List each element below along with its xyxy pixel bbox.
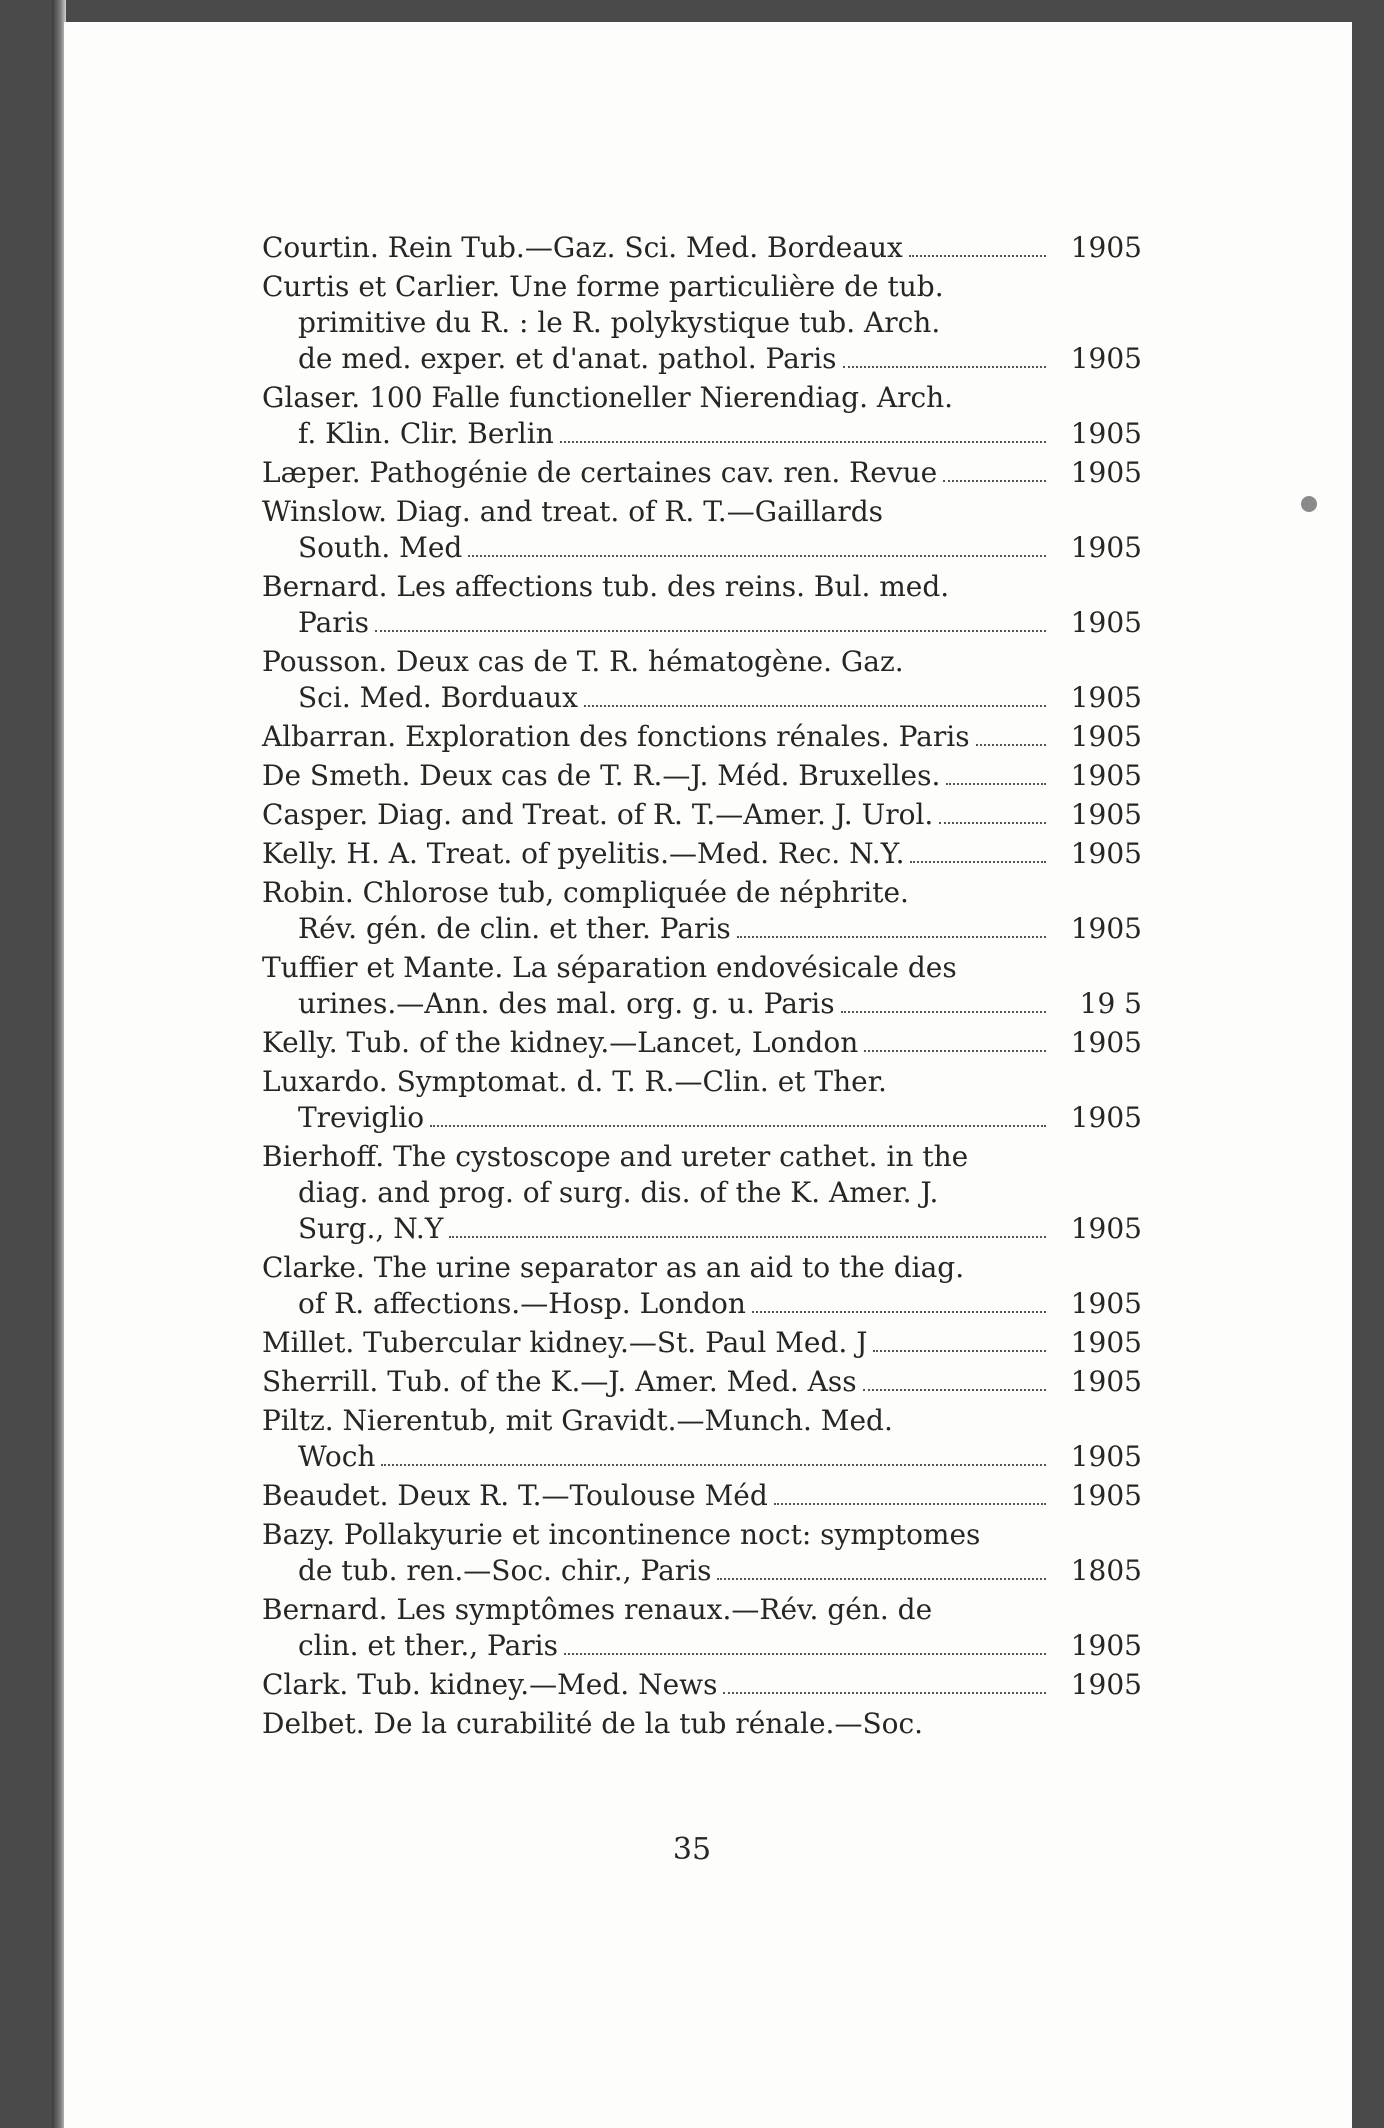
entry-line bbox=[262, 305, 1142, 341]
bibliography-entry bbox=[262, 836, 1142, 872]
entry-line bbox=[262, 380, 1142, 416]
bibliography-entry bbox=[262, 1364, 1142, 1400]
bibliography-entry bbox=[262, 230, 1142, 266]
entry-text: Woch bbox=[298, 1440, 376, 1473]
entry-text: Kelly. H. A. Treat. of pyelitis.—Med. Rec. N.Y. bbox=[262, 837, 905, 870]
entry-text: Sci. Med. Borduaux bbox=[298, 681, 578, 714]
entry-year: 1905 bbox=[1070, 231, 1142, 264]
entry-text: Sherrill. Tub. of the K.—J. Amer. Med. Ass bbox=[262, 1365, 857, 1398]
entry-line bbox=[262, 797, 1142, 833]
entry-line bbox=[262, 680, 1142, 716]
entry-line bbox=[262, 1667, 1142, 1703]
entry-line bbox=[262, 719, 1142, 755]
entry-year: 1905 bbox=[1070, 759, 1142, 792]
entry-year: 1905 bbox=[1070, 1365, 1142, 1398]
entry-line bbox=[262, 605, 1142, 641]
entry-line bbox=[262, 644, 1142, 680]
dot-leader bbox=[737, 936, 1046, 938]
dot-leader bbox=[752, 1311, 1046, 1313]
entry-text: Curtis et Carlier. Une forme particulière de tub. bbox=[262, 270, 944, 303]
entry-text: de tub. ren.—Soc. chir., Paris bbox=[298, 1554, 712, 1587]
entry-line bbox=[262, 1628, 1142, 1664]
entry-line bbox=[262, 494, 1142, 530]
entry-line bbox=[262, 950, 1142, 986]
entry-text: Surg., N.Y bbox=[298, 1212, 444, 1245]
entry-line bbox=[262, 1100, 1142, 1136]
dot-leader bbox=[909, 255, 1046, 257]
bibliography-entry bbox=[262, 719, 1142, 755]
entry-line bbox=[262, 455, 1142, 491]
entry-text: Beaudet. Deux R. T.—Toulouse Méd bbox=[262, 1479, 768, 1512]
entry-year: 1905 bbox=[1070, 456, 1142, 489]
bibliography-entry bbox=[262, 1325, 1142, 1361]
entry-year: 1905 bbox=[1070, 1629, 1142, 1662]
dot-leader bbox=[843, 366, 1046, 368]
dot-leader bbox=[939, 822, 1046, 824]
dot-leader bbox=[873, 1350, 1046, 1352]
entry-text: Pousson. Deux cas de T. R. hématogène. Gaz. bbox=[262, 645, 904, 678]
entry-text: Bierhoff. The cystoscope and ureter cathet. in the bbox=[262, 1140, 969, 1173]
bibliography-entry bbox=[262, 1706, 1142, 1742]
entry-year: 1905 bbox=[1070, 1287, 1142, 1320]
dot-leader bbox=[774, 1503, 1046, 1505]
entry-text: Bernard. Les affections tub. des reins. Bul. med. bbox=[262, 570, 950, 603]
bibliography-entry bbox=[262, 1592, 1142, 1664]
entry-line bbox=[262, 1706, 1142, 1742]
entry-year: 1905 bbox=[1070, 1479, 1142, 1512]
entry-text: of R. affections.—Hosp. London bbox=[298, 1287, 746, 1320]
entry-line bbox=[262, 1025, 1142, 1061]
entry-year: 1905 bbox=[1070, 1026, 1142, 1059]
entry-line bbox=[262, 758, 1142, 794]
bibliography-entry bbox=[262, 1517, 1142, 1589]
entry-year: 1905 bbox=[1070, 1440, 1142, 1473]
entry-year: 1905 bbox=[1070, 681, 1142, 714]
entry-year: 1905 bbox=[1070, 1326, 1142, 1359]
dot-leader bbox=[449, 1236, 1046, 1238]
dot-leader bbox=[560, 441, 1046, 443]
entry-text: urines.—Ann. des mal. org. g. u. Paris bbox=[298, 987, 835, 1020]
bibliography-list bbox=[262, 230, 1142, 1745]
entry-text: Albarran. Exploration des fonctions rénales. Paris bbox=[262, 720, 970, 753]
entry-line bbox=[262, 1286, 1142, 1322]
entry-line bbox=[262, 875, 1142, 911]
entry-line bbox=[262, 1403, 1142, 1439]
entry-line bbox=[262, 1250, 1142, 1286]
entry-line bbox=[262, 569, 1142, 605]
entry-line bbox=[262, 911, 1142, 947]
bibliography-entry bbox=[262, 1064, 1142, 1136]
entry-line bbox=[262, 1139, 1142, 1175]
entry-year: 1905 bbox=[1070, 417, 1142, 450]
dot-leader bbox=[863, 1389, 1046, 1391]
entry-year: 1905 bbox=[1070, 798, 1142, 831]
entry-year: 19 5 bbox=[1079, 987, 1142, 1020]
entry-line bbox=[262, 986, 1142, 1022]
entry-year: 1905 bbox=[1070, 720, 1142, 753]
bibliography-entry bbox=[262, 494, 1142, 566]
entry-year: 1805 bbox=[1070, 1554, 1142, 1587]
dot-leader bbox=[946, 783, 1046, 785]
entry-line bbox=[262, 1211, 1142, 1247]
entry-year: 1905 bbox=[1070, 531, 1142, 564]
entry-line bbox=[262, 530, 1142, 566]
entry-year: 1905 bbox=[1070, 912, 1142, 945]
entry-text: Millet. Tubercular kidney.—St. Paul Med. J bbox=[262, 1326, 868, 1359]
entry-year: 1905 bbox=[1070, 837, 1142, 870]
entry-text: de med. exper. et d'anat. pathol. Paris bbox=[298, 342, 837, 375]
entry-line bbox=[262, 230, 1142, 266]
dot-leader bbox=[910, 861, 1046, 863]
entry-text: South. Med bbox=[298, 531, 463, 564]
entry-line bbox=[262, 1439, 1142, 1475]
page-number: 35 bbox=[672, 1832, 712, 1867]
entry-text: Glaser. 100 Falle functioneller Nierendiag. Arch. bbox=[262, 381, 954, 414]
entry-text: Clark. Tub. kidney.—Med. News bbox=[262, 1668, 718, 1701]
bibliography-entry bbox=[262, 1403, 1142, 1475]
bibliography-entry bbox=[262, 1667, 1142, 1703]
entry-text: Treviglio bbox=[298, 1101, 425, 1134]
bibliography-entry bbox=[262, 644, 1142, 716]
entry-text: Clarke. The urine separator as an aid to the diag. bbox=[262, 1251, 965, 1284]
entry-year: 1905 bbox=[1070, 342, 1142, 375]
bibliography-entry bbox=[262, 758, 1142, 794]
entry-text: Paris bbox=[298, 606, 369, 639]
bibliography-entry bbox=[262, 1250, 1142, 1322]
entry-text: Courtin. Rein Tub.—Gaz. Sci. Med. Bordeaux bbox=[262, 231, 903, 264]
bibliography-entry bbox=[262, 1139, 1142, 1247]
entry-text: Casper. Diag. and Treat. of R. T.—Amer. J. Urol. bbox=[262, 798, 934, 831]
entry-text: Tuffier et Mante. La séparation endovésicale des bbox=[262, 951, 957, 984]
entry-line bbox=[262, 1325, 1142, 1361]
bibliography-entry bbox=[262, 269, 1142, 377]
entry-text: primitive du R. : le R. polykystique tub. Arch. bbox=[298, 306, 941, 339]
entry-line bbox=[262, 269, 1142, 305]
entry-line bbox=[262, 1553, 1142, 1589]
entry-line bbox=[262, 416, 1142, 452]
entry-line bbox=[262, 1175, 1142, 1211]
page-blemish bbox=[1301, 496, 1317, 512]
bibliography-entry bbox=[262, 455, 1142, 491]
entry-text: diag. and prog. of surg. dis. of the K. Amer. J. bbox=[298, 1176, 939, 1209]
entry-text: Winslow. Diag. and treat. of R. T.—Gaillards bbox=[262, 495, 883, 528]
entry-text: De Smeth. Deux cas de T. R.—J. Méd. Bruxelles. bbox=[262, 759, 941, 792]
entry-text: Luxardo. Symptomat. d. T. R.—Clin. et Ther. bbox=[262, 1065, 887, 1098]
entry-text: Rév. gén. de clin. et ther. Paris bbox=[298, 912, 731, 945]
dot-leader bbox=[430, 1125, 1046, 1127]
bibliography-entry bbox=[262, 1478, 1142, 1514]
bibliography-entry bbox=[262, 797, 1142, 833]
bibliography-entry bbox=[262, 950, 1142, 1022]
entry-line bbox=[262, 836, 1142, 872]
entry-text: Piltz. Nierentub, mit Gravidt.—Munch. Med. bbox=[262, 1404, 893, 1437]
entry-year: 1905 bbox=[1070, 606, 1142, 639]
entry-line bbox=[262, 1364, 1142, 1400]
dot-leader bbox=[717, 1578, 1046, 1580]
bibliography-entry bbox=[262, 1025, 1142, 1061]
entry-text: Kelly. Tub. of the kidney.—Lancet, London bbox=[262, 1026, 859, 1059]
entry-text: Læper. Pathogénie de certaines cav. ren. Revue bbox=[262, 456, 938, 489]
dot-leader bbox=[943, 480, 1046, 482]
dot-leader bbox=[381, 1464, 1046, 1466]
dot-leader bbox=[468, 555, 1046, 557]
entry-year: 1905 bbox=[1070, 1668, 1142, 1701]
bibliography-entry bbox=[262, 569, 1142, 641]
entry-text: clin. et ther., Paris bbox=[298, 1629, 558, 1662]
entry-text: Bernard. Les symptômes renaux.—Rév. gén. de bbox=[262, 1593, 933, 1626]
entry-line bbox=[262, 341, 1142, 377]
dot-leader bbox=[864, 1050, 1046, 1052]
dot-leader bbox=[976, 744, 1046, 746]
entry-line bbox=[262, 1064, 1142, 1100]
bibliography-entry bbox=[262, 380, 1142, 452]
entry-text: Bazy. Pollakyurie et incontinence noct: symptomes bbox=[262, 1518, 981, 1551]
dot-leader bbox=[564, 1653, 1046, 1655]
dot-leader bbox=[375, 630, 1046, 632]
entry-year: 1905 bbox=[1070, 1101, 1142, 1134]
entry-text: Delbet. De la curabilité de la tub rénale.—Soc. bbox=[262, 1707, 924, 1740]
entry-text: Robin. Chlorose tub, compliquée de néphrite. bbox=[262, 876, 909, 909]
entry-line bbox=[262, 1478, 1142, 1514]
bibliography-entry bbox=[262, 875, 1142, 947]
entry-text: f. Klin. Clir. Berlin bbox=[298, 417, 554, 450]
entry-line bbox=[262, 1517, 1142, 1553]
dot-leader bbox=[584, 705, 1046, 707]
dot-leader bbox=[723, 1692, 1046, 1694]
dot-leader bbox=[841, 1011, 1046, 1013]
entry-year: 1905 bbox=[1070, 1212, 1142, 1245]
entry-line bbox=[262, 1592, 1142, 1628]
